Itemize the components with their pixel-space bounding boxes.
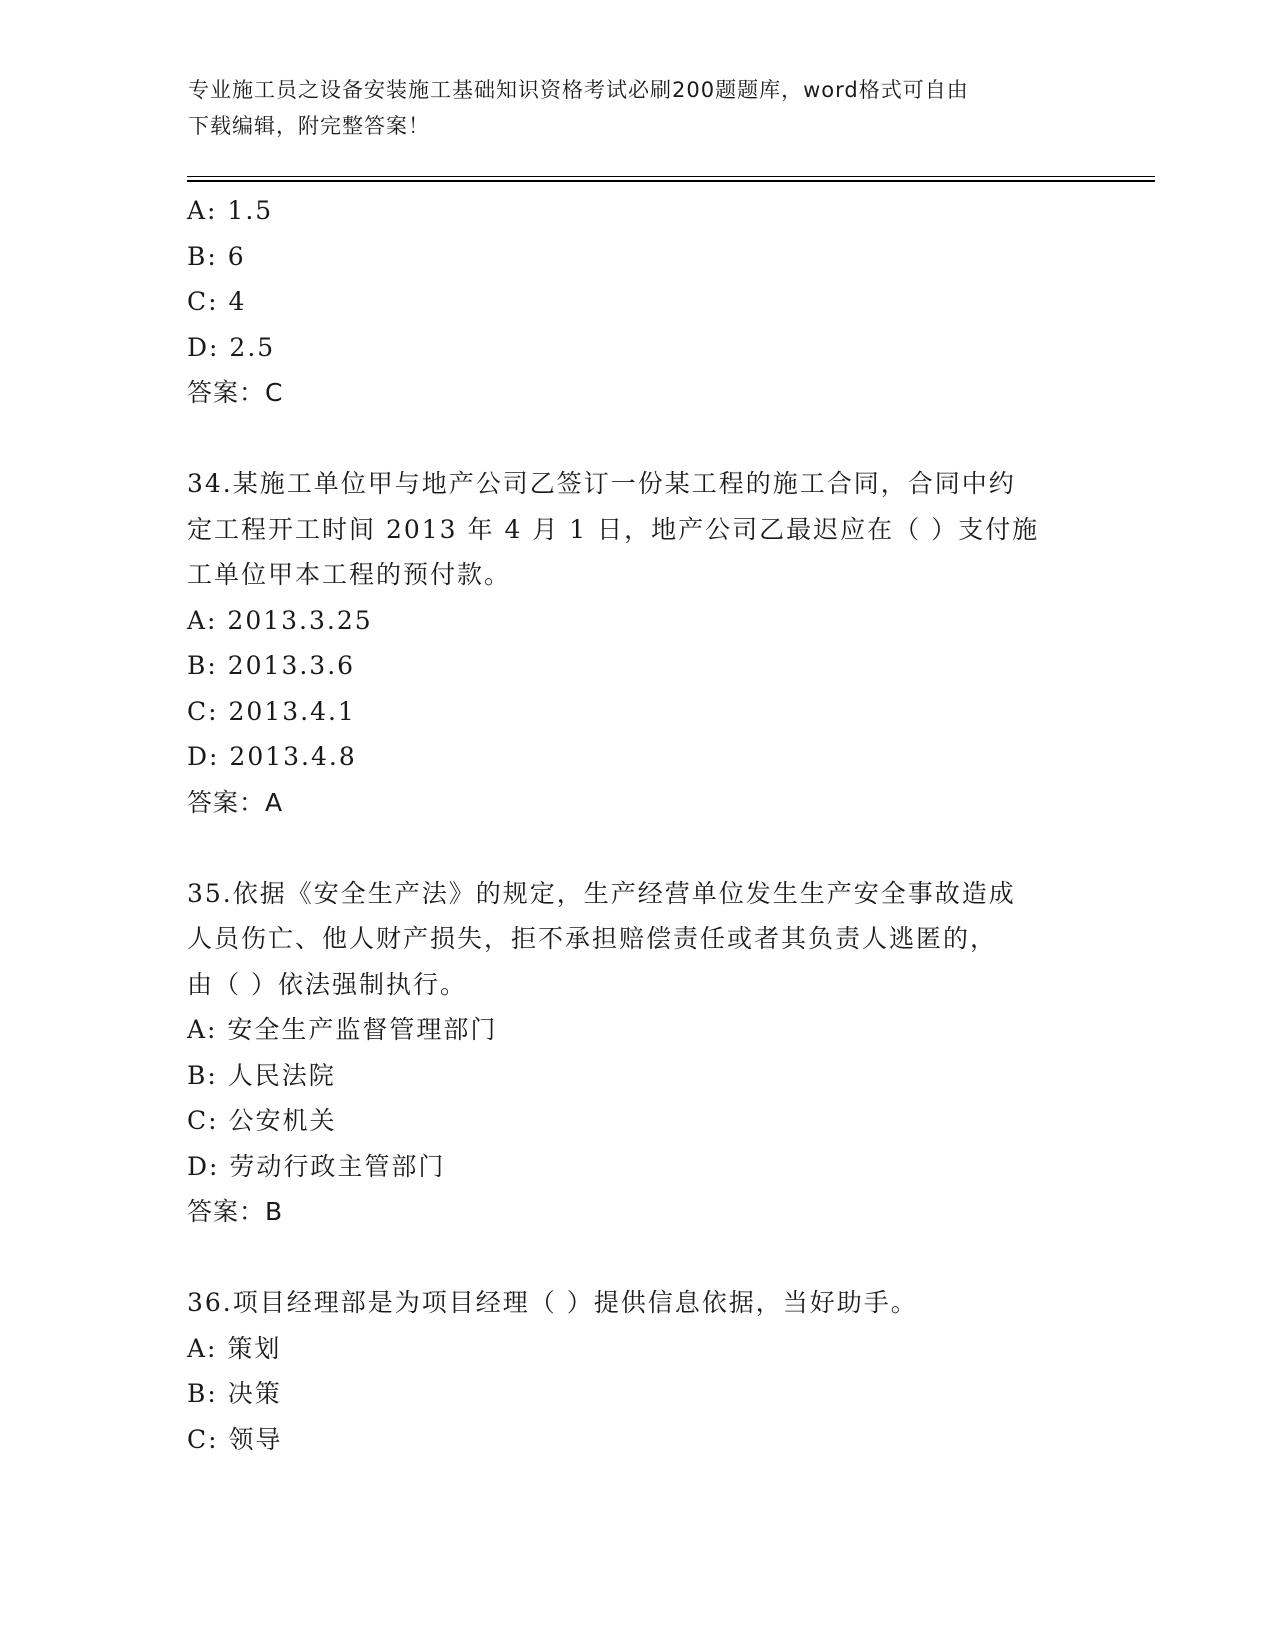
option-a: A: 2013.3.25 <box>187 605 373 635</box>
option-d: D: 劳动行政主管部门 <box>187 1151 446 1181</box>
question-stem-line: 36.项目经理部是为项目经理（ ）提供信息依据，当好助手。 <box>187 1288 918 1317</box>
question-35 <box>187 871 1087 1235</box>
document-header <box>188 72 1068 144</box>
question-stem-line: 34.某施工单位甲与地产公司乙签订一份某工程的施工合同，合同中约 <box>187 469 1016 498</box>
question-36 <box>187 1280 1087 1462</box>
option-c: C: 领导 <box>187 1424 283 1454</box>
spacer <box>187 416 1087 462</box>
question-stem-line: 工单位甲本工程的预付款。 <box>187 560 512 589</box>
option-c: C: 2013.4.1 <box>187 696 356 726</box>
option-a: A: 安全生产监督管理部门 <box>187 1015 498 1044</box>
spacer <box>187 825 1087 871</box>
answer-key: 答案：C <box>187 378 284 407</box>
header-title-line-1: 专业施工员之设备安装施工基础知识资格考试必刷200题题库，word格式可自由 <box>188 78 969 102</box>
option-c: C: 4 <box>187 287 247 316</box>
option-b: B: 决策 <box>187 1379 282 1408</box>
header-divider-thin <box>187 176 1155 177</box>
option-b: B: 人民法院 <box>187 1060 336 1090</box>
question-stem-line: 定工程开工时间 2013 年 4 月 1 日，地产公司乙最迟应在（ ）支付施 <box>187 514 1040 544</box>
question-stem-line: 人员伤亡、他人财产损失，拒不承担赔偿责任或者其负责人逃匿的， <box>187 924 998 953</box>
spacer <box>187 1235 1087 1281</box>
question-stem-line: 35.依据《安全生产法》的规定，生产经营单位发生生产安全事故造成 <box>187 878 1016 908</box>
question-33 <box>187 188 1087 416</box>
header-divider-thick <box>187 180 1155 182</box>
option-b: B: 6 <box>187 241 246 271</box>
answer-key: 答案：B <box>187 1197 284 1226</box>
question-list <box>187 188 1087 1462</box>
option-a: A: 1.5 <box>187 196 274 225</box>
header-title-line-2: 下载编辑，附完整答案！ <box>188 114 430 138</box>
option-b: B: 2013.3.6 <box>187 651 356 680</box>
answer-key: 答案：A <box>187 787 284 817</box>
option-d: D: 2.5 <box>187 332 276 362</box>
question-stem-line: 由（ ）依法强制执行。 <box>187 969 467 999</box>
question-34 <box>187 461 1087 825</box>
option-c: C: 公安机关 <box>187 1106 337 1135</box>
option-a: A: 策划 <box>187 1333 282 1363</box>
option-d: D: 2013.4.8 <box>187 742 357 771</box>
